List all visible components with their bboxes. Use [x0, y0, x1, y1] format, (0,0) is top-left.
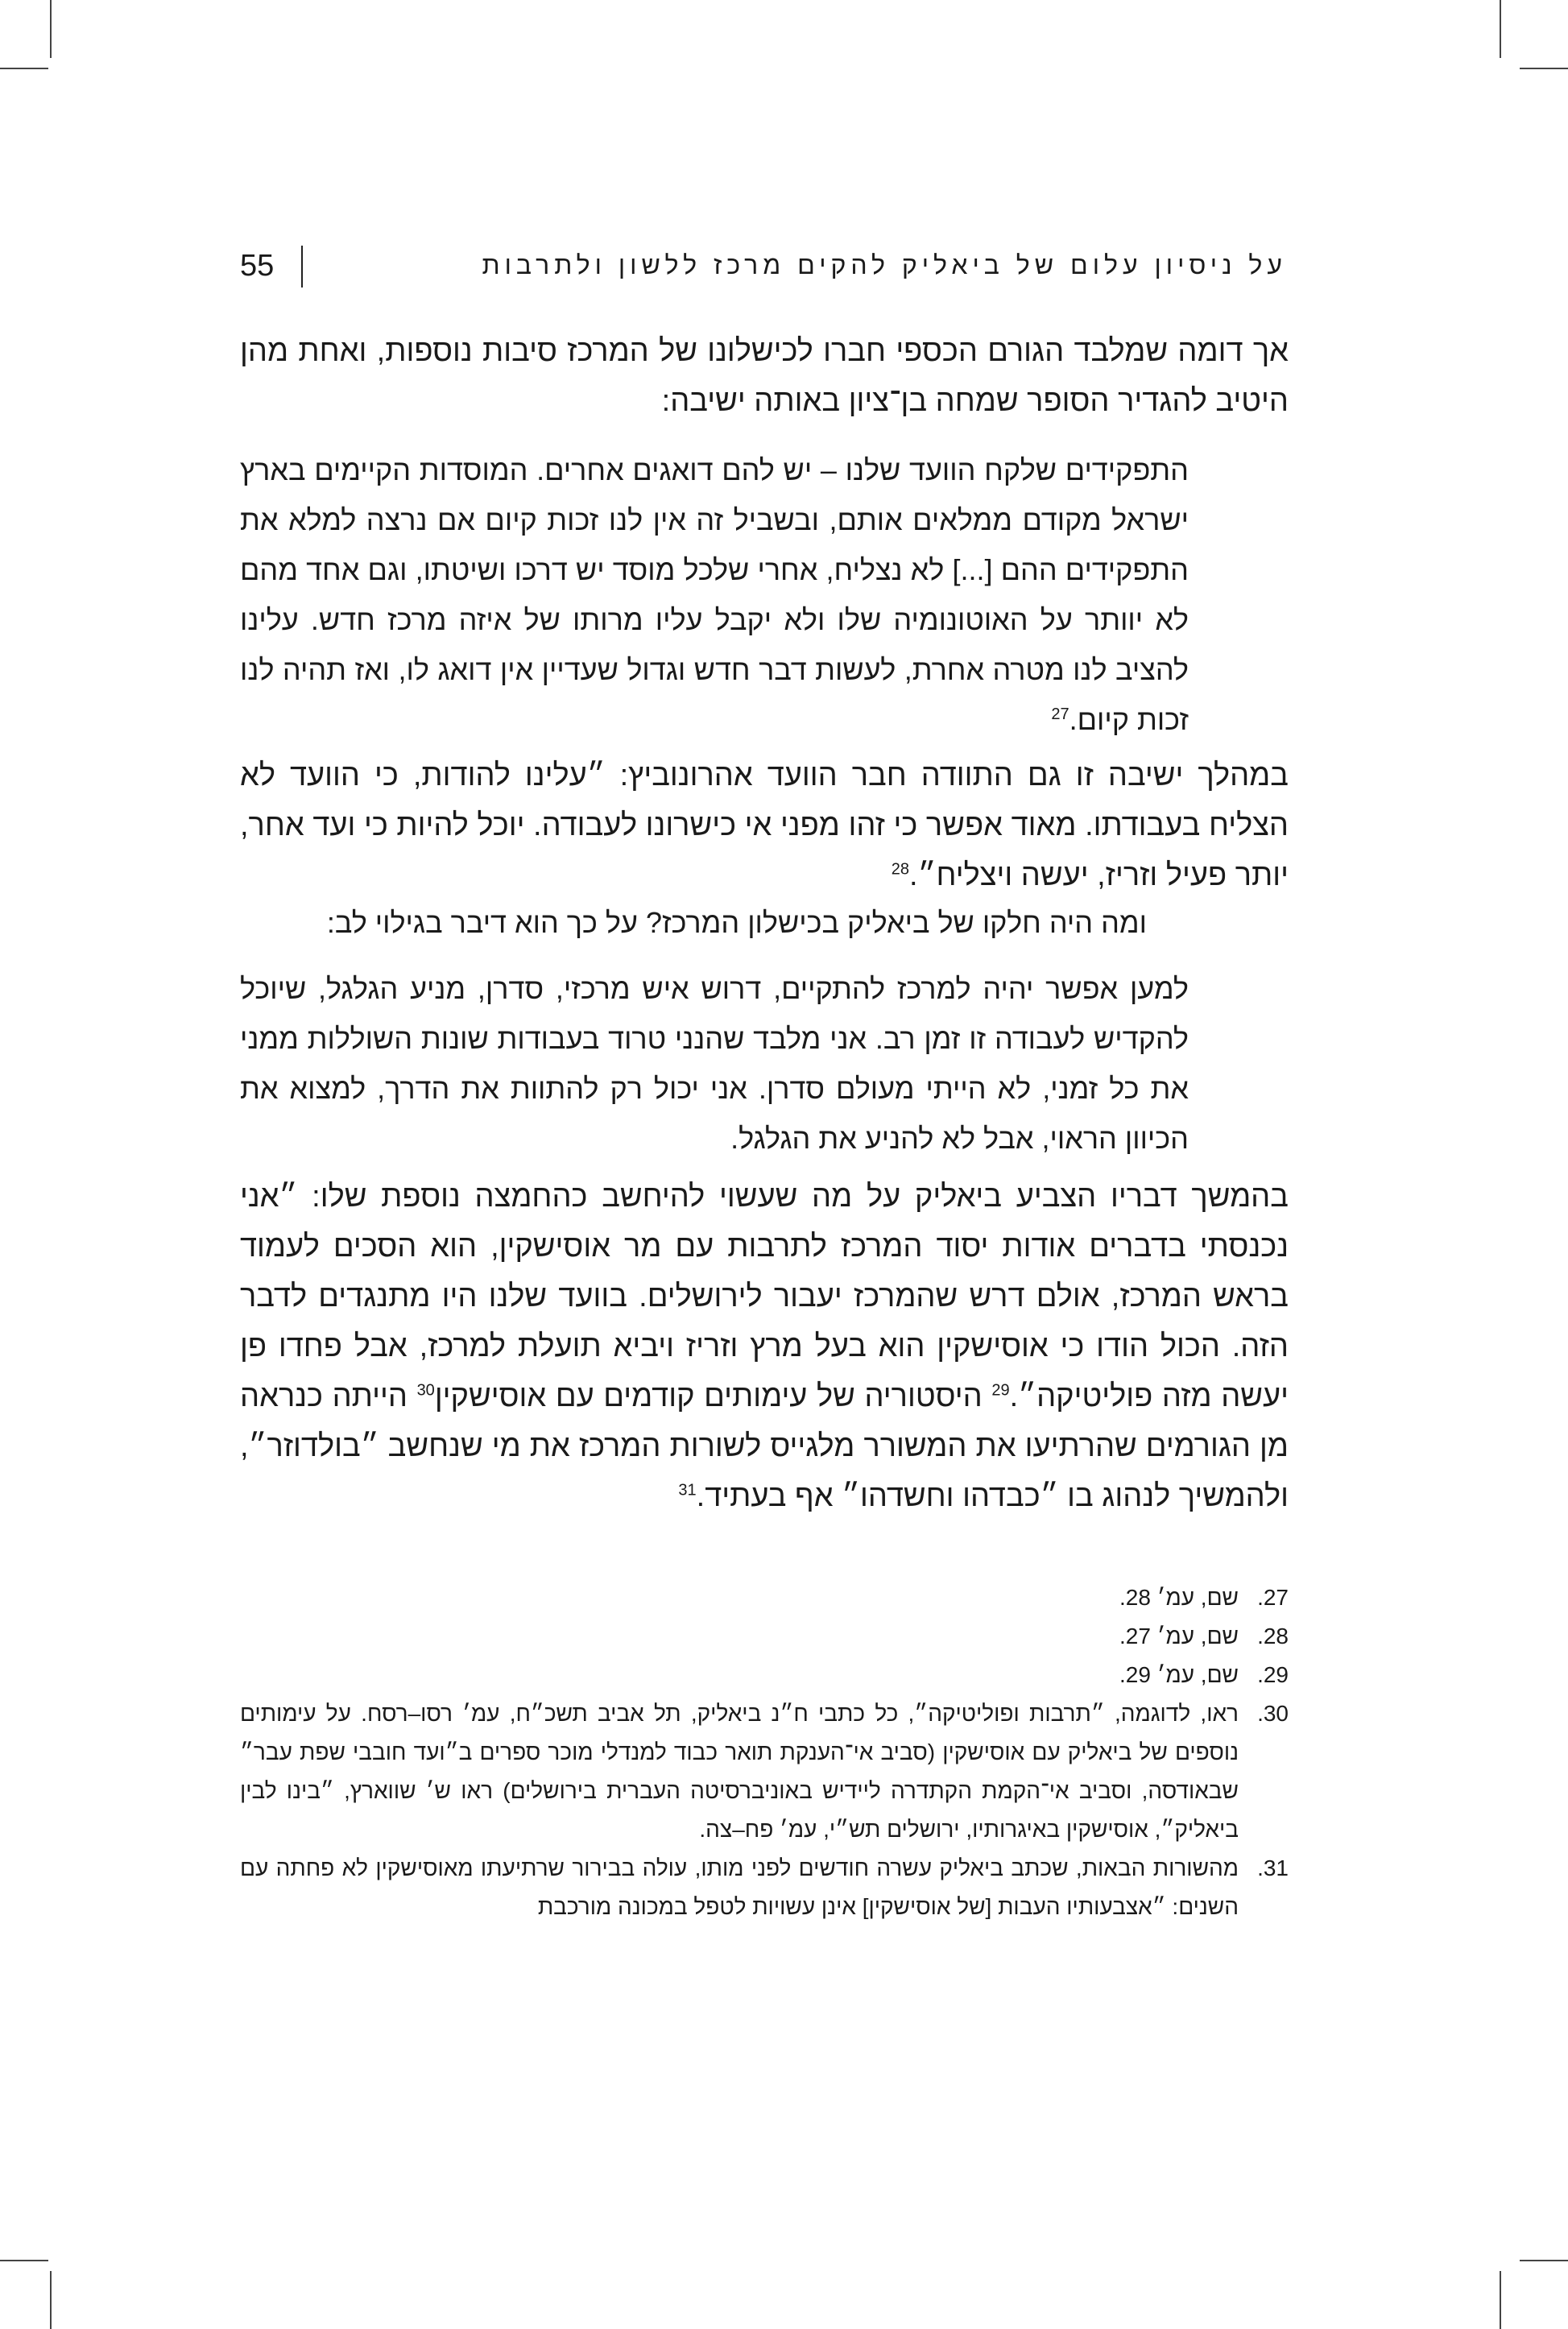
block-quote-2-text: למען אפשר יהיה למרכז להתקיים, דרוש איש מרכזי, סדרן, מניע הגלגל, שיוכל להקדיש לעבודה זו זמן רב. אני מלבד שהנני טרוד בעבודות שונות השוללות ממני את כל זמני, לא הייתי מעולם סדרן. אני יכול רק להתוות את הדרך, למצוא את הכיוון הראוי, אבל לא להניע את הגלגל. [240, 972, 1189, 1155]
footnote-ref-27[interactable]: 27 [1051, 705, 1069, 723]
crop-mark-top-left-h [0, 68, 48, 69]
paragraph-4-text-b: היסטוריה של עימותים קודמים עם אוסישקין [434, 1380, 992, 1413]
page-header [240, 246, 1287, 294]
footnote-number: 27. [1257, 1585, 1289, 1610]
footnote-number: 29. [1257, 1662, 1289, 1687]
footnote-27 [240, 1578, 1289, 1617]
footnote-text: ראו, לדוגמה, ״תרבות ופוליטיקה״, כל כתבי ח״נ ביאליק, תל אביב תשכ״ח, עמ׳ רסו–רסח. על עימותים נוספים של ביאליק עם אוסישקין (סביב אי־הענקת תואר כבוד למנדלי מוכר ספרים ב״ועד חובבי שפת עבר״ שבאודסה, וסביב אי־הקמת הקתדרה ליידיש באוניברסיטה העברית בירושלים) ראו ש׳ שווארץ, ״בינו לבין ביאליק״, אוסישקין באיגרותיו, ירושלים תש״י, עמ׳ פח–צה. [240, 1701, 1239, 1842]
footnotes [240, 1578, 1289, 1926]
footnote-31 [240, 1849, 1289, 1926]
footnote-28 [240, 1617, 1289, 1656]
footnote-number: 31. [1257, 1855, 1289, 1880]
footnote-number: 28. [1257, 1624, 1289, 1649]
crop-mark-top-left [50, 0, 52, 58]
crop-mark-bottom-left-h [0, 2260, 48, 2261]
paragraph-2-text: במהלך ישיבה זו גם התוודה חבר הוועד אהרונוביץ: ״עלינו להודות, כי הוועד לא הצליח בעבודתו. מאוד אפשר כי זהו מפני אי כישרונו לעבודה. יוכל להיות כי ועד אחר, יותר פעיל וזריז, יעשה ויצליח״. [240, 759, 1289, 892]
paragraph-4 [240, 1172, 1289, 1521]
footnote-ref-29[interactable]: 29 [991, 1381, 1010, 1400]
paragraph-1-text: אך דומה שמלבד הגורם הכספי חברו לכישלונו של המרכז סיבות נוספות, ואחת מהן היטיב להגדיר הסופר שמחה בן־ציון באותה ישיבה: [240, 334, 1289, 418]
paragraph-4-text-a: בהמשך דבריו הצביע ביאליק על מה שעשוי להיחשב כהחמצה נוספת שלו: ״אני נכנסתי בדברים אודות יסוד המרכז לתרבות עם מר אוסישקין, הוא הסכים לעמוד בראש המרכז, אולם דרש שהמרכז יעבור לירושלים. בוועד שלנו היו מתנגדים לדבר הזה. הכול הודו כי אוסישקין הוא בעל מרץ וזריז ויביא תועלת למרכז, אבל פחדו פן יעשה מזה פוליטיקה״. [240, 1180, 1289, 1413]
crop-mark-top-right-h [1520, 68, 1568, 69]
footnote-text: מהשורות הבאות, שכתב ביאליק עשרה חודשים לפני מותו, עולה בבירור שרתיעתו מאוסישקין לא פחתה עם השנים: ״אצבעותיו העבות [של אוסישקין] אינן עשויות לטפל במכונה מורכבת [240, 1855, 1239, 1919]
running-title: על ניסיון עלום של ביאליק להקים מרכז ללשון ולתרבות [482, 250, 1287, 279]
footnote-30 [240, 1694, 1289, 1849]
footnote-text: שם, עמ׳ 27. [1119, 1624, 1239, 1649]
footnote-text: שם, עמ׳ 28. [1119, 1585, 1239, 1610]
footnote-ref-28[interactable]: 28 [891, 860, 910, 879]
footnote-text: שם, עמ׳ 29. [1119, 1662, 1239, 1687]
crop-mark-bottom-left [50, 2271, 52, 2329]
crop-mark-bottom-right [1500, 2271, 1501, 2329]
crop-mark-top-right [1500, 0, 1501, 58]
paragraph-4-text-c: הייתה כנראה מן הגורמים שהרתיעו את המשורר מלגייס לשורות המרכז את מי שנחשב ״בולדוזר״, ולהמשיך לנהוג בו ״כבדהו וחשדהו״ אף בעתיד. [240, 1380, 1289, 1513]
page-number: 55 [240, 249, 275, 283]
block-quote-1-text: התפקידים שלקח הוועד שלנו – יש להם דואגים אחרים. המוסדות הקיימים בארץ ישראל מקודם ממלאים אותם, ובשביל זה אין לנו זכות קיום אם נרצה למלא את התפקידים ההם [...] לא נצליח, אחרי שלכל מוסד יש דרכו ושיטתו, וגם אחד מהם לא יוותר על האוטונומיה שלו ולא יקבל עליו מרותו של איזה מרכז חדש. עלינו להציב לנו מטרה אחרת, לעשות דבר חדש וגדול שעדיין אין דואג לו, ואז תהיה לנו זכות קיום. [240, 453, 1189, 736]
block-quote-2 [240, 964, 1189, 1164]
block-quote-1 [240, 445, 1189, 745]
crop-mark-bottom-right-h [1520, 2260, 1568, 2261]
paragraph-2 [240, 751, 1289, 900]
footnote-ref-30[interactable]: 30 [416, 1381, 435, 1400]
footnote-number: 30. [1257, 1701, 1289, 1726]
paragraph-3-text: ומה היה חלקו של ביאליק בכישלון המרכז? על כך הוא דיבר בגילוי לב: [326, 906, 1147, 939]
paragraph-1 [240, 326, 1289, 426]
footnote-ref-31[interactable]: 31 [678, 1481, 697, 1500]
header-divider [301, 246, 303, 288]
footnote-29 [240, 1656, 1289, 1694]
paragraph-3 [240, 898, 1147, 948]
